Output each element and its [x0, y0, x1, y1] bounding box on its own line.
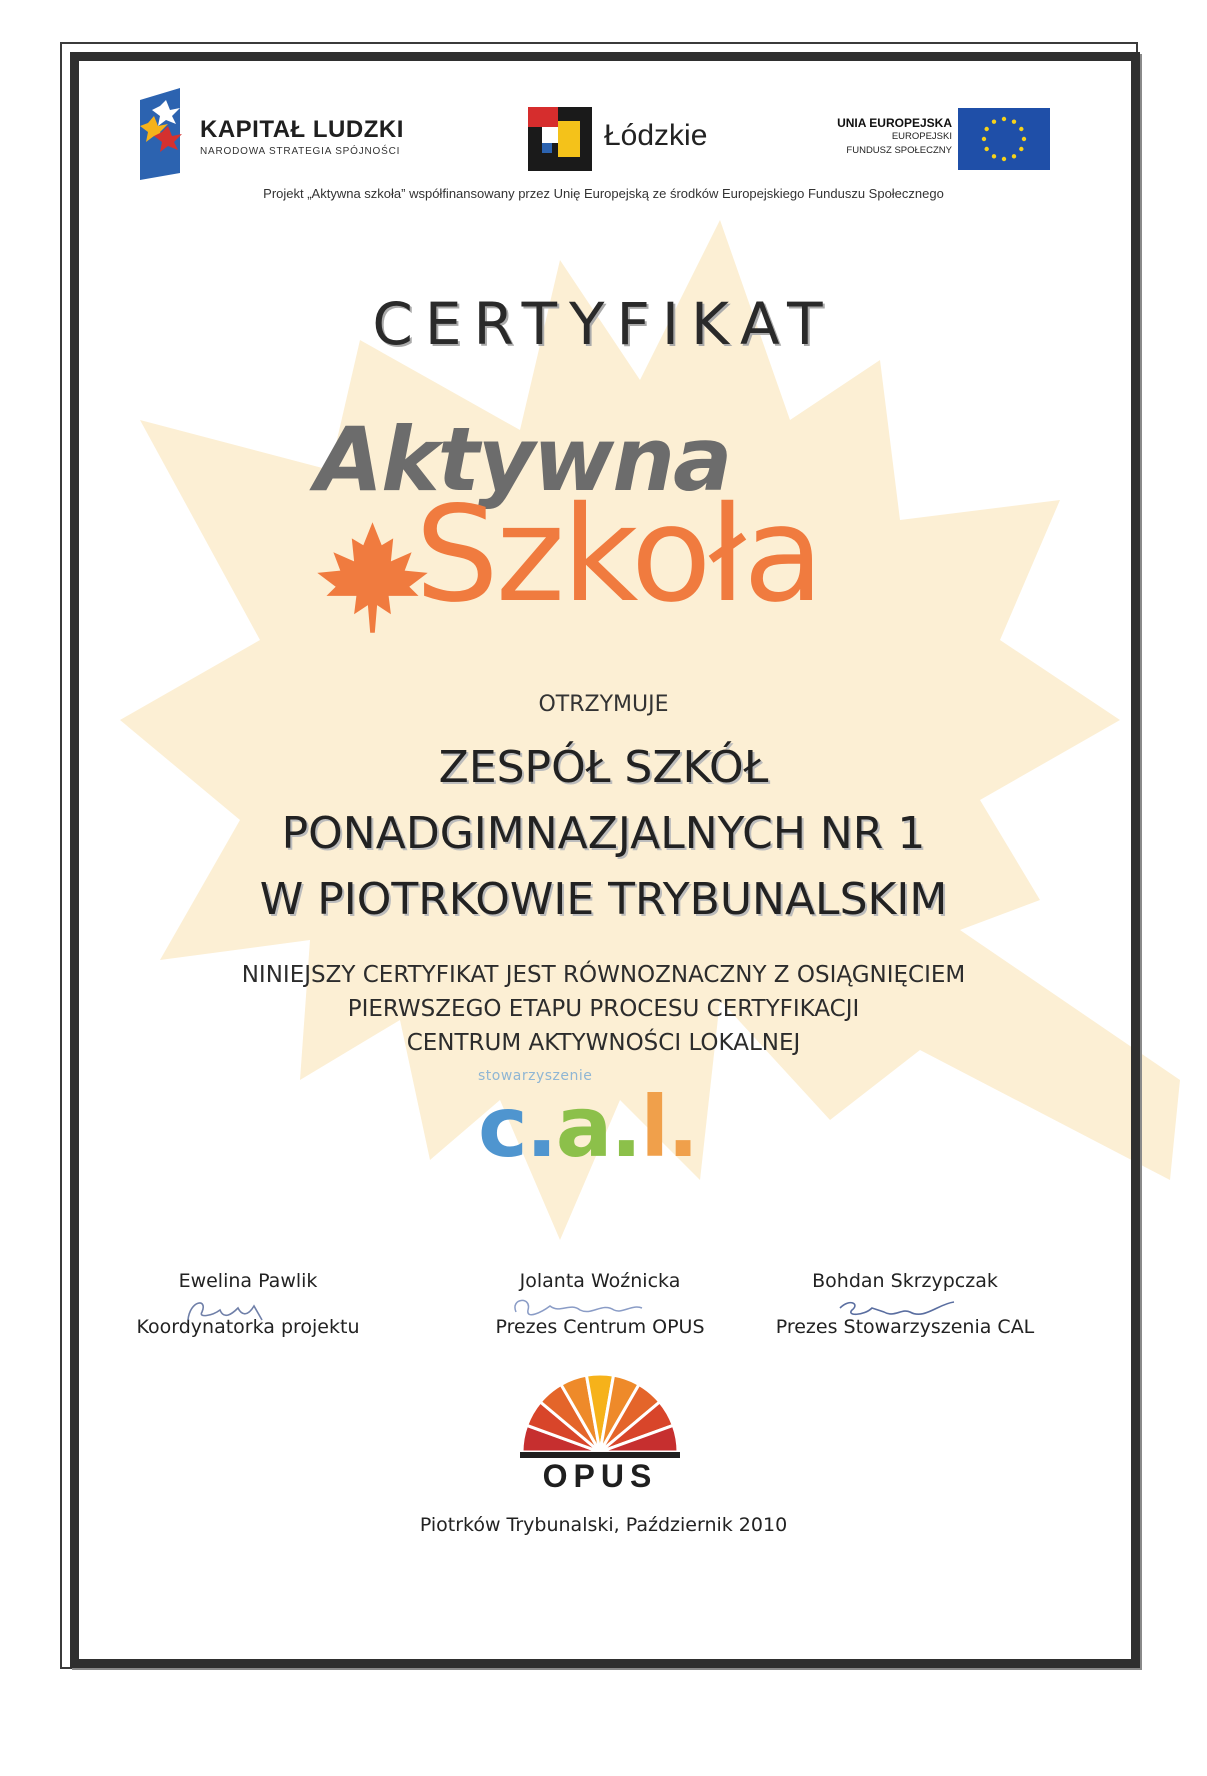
recipient-line-3: W PIOTRKOWIE TRYBUNALSKIM [259, 874, 948, 925]
signatory-role-2: Prezes Centrum OPUS [495, 1316, 705, 1338]
handwritten-signature-3 [760, 1290, 1050, 1330]
eu-star-icon [1019, 147, 1023, 151]
lodzkie-emblem-icon [528, 107, 592, 171]
cal-dot-3: . [667, 1078, 698, 1176]
kapital-ludzki-emblem-icon [130, 88, 192, 183]
cal-dot-1: . [525, 1078, 556, 1176]
signatory-name-2: Jolanta Woźnicka [519, 1270, 681, 1292]
statement-line-3: CENTRUM AKTYWNOŚCI LOKALNEJ [406, 1030, 801, 1056]
brand-aktywna: Aktywna [315, 408, 731, 511]
eu-fund-label-2: FUNDUSZ SPOŁECZNY [846, 145, 952, 156]
handwritten-signature-1 [128, 1290, 368, 1330]
cal-letter-a: a [555, 1078, 611, 1176]
cal-logo [478, 1078, 697, 1176]
certificate-title: CERTYFIKAT [372, 290, 835, 358]
eu-union-label: UNIA EUROPEJSKA [837, 116, 952, 130]
eu-star-icon [992, 154, 996, 158]
handwritten-signature-2 [470, 1290, 730, 1330]
receives-label: OTRZYMUJE [538, 692, 669, 717]
eu-star-icon [1002, 117, 1006, 121]
eu-star-icon [982, 137, 986, 141]
recipient-line-2: PONADGIMNAZJALNYCH NR 1 [281, 808, 926, 859]
signatory-role-1: Koordynatorka projektu [136, 1316, 360, 1338]
statement-line-2: PIERWSZEGO ETAPU PROCESU CERTYFIKACJI [347, 996, 860, 1022]
eu-logo [790, 108, 1060, 174]
eu-star-icon [1012, 119, 1016, 123]
opus-logo-text: OPUS [542, 1458, 658, 1494]
recipient-name [100, 735, 1107, 933]
signature-block-3 [760, 1270, 1050, 1338]
place-and-date: Piotrków Trybunalski, Październik 2010 [419, 1514, 788, 1536]
cal-dot-2: . [610, 1078, 641, 1176]
maple-leaf-icon [315, 520, 430, 635]
eu-star-icon [992, 119, 996, 123]
eu-star-icon [984, 147, 988, 151]
eu-star-icon [1019, 127, 1023, 131]
cal-letter-c: c [478, 1078, 526, 1176]
eu-star-icon [1012, 154, 1016, 158]
cal-letter-l: l [640, 1078, 668, 1176]
lodzkie-label: Łódzkie [604, 119, 708, 152]
recipient-line-1: ZESPÓŁ SZKÓŁ [438, 742, 769, 793]
kapital-ludzki-subtitle: NARODOWA STRATEGIA SPÓJNOŚCI [200, 146, 401, 157]
statement-line-1: NINIEJSZY CERTYFIKAT JEST RÓWNOZNACZNY Z OSIĄGNIĘCIEM [241, 962, 966, 988]
certificate-statement [100, 958, 1107, 1060]
signatory-name-3: Bohdan Skrzypczak [812, 1270, 998, 1292]
signatory-name-1: Ewelina Pawlik [178, 1270, 318, 1292]
signature-block-2 [470, 1270, 730, 1338]
lodzkie-logo [528, 107, 748, 177]
funding-statement: Projekt „Aktywna szkoła” współfinansowany przez Unię Europejską ze środków Europejskiego Funduszu Społecznego [263, 186, 944, 201]
eu-text-block [837, 116, 952, 158]
eu-flag-icon [958, 108, 1050, 170]
kapital-ludzki-title: KAPITAŁ LUDZKI [200, 116, 404, 143]
eu-star-icon [984, 127, 988, 131]
cal-caption: stowarzyszenie [478, 1068, 593, 1084]
eu-star-icon [1002, 157, 1006, 161]
eu-fund-label-1: EUROPEJSKI [891, 131, 952, 142]
eu-star-icon [1022, 137, 1026, 141]
kapital-ludzki-logo [130, 88, 450, 183]
signatory-role-3: Prezes Stowarzyszenia CAL [775, 1316, 1035, 1338]
brand-szkola: Szkoła [415, 478, 821, 632]
signature-block-1 [128, 1270, 368, 1338]
